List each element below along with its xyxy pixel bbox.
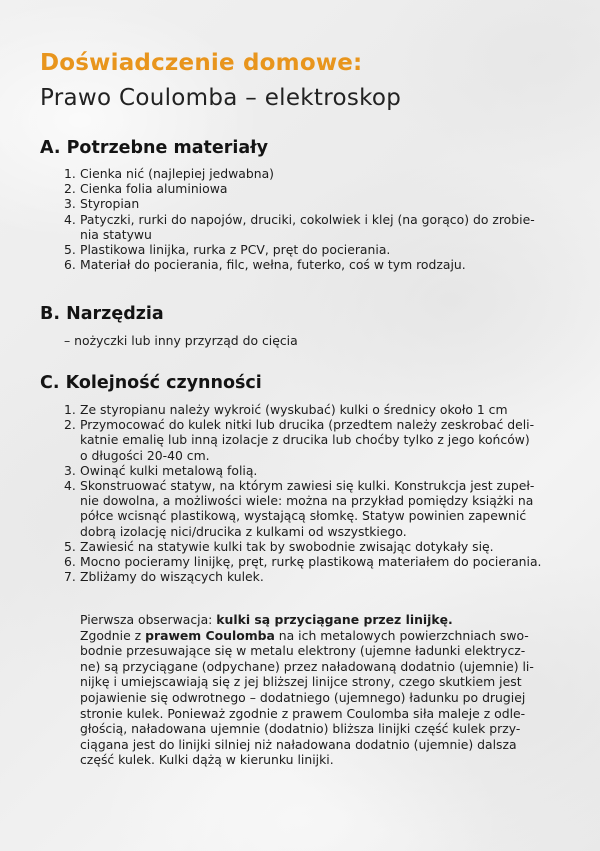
- coulomb-law-highlight: prawem Coulomba: [145, 627, 275, 643]
- list-item: 6. Mocno pocieramy linijkę, pręt, rurkę plastikową materiałem do pocierania.: [64, 554, 542, 570]
- list-item: 3. Styropian: [64, 196, 140, 212]
- list-item: 5. Plastikowa linijka, rurka z PCV, pręt do pocierania.: [64, 242, 391, 258]
- tools-item: – nożyczki lub inny przyrząd do cięcia: [64, 333, 298, 348]
- materials-list: [64, 166, 535, 272]
- list-item: 4. Skonstruować statyw, na którym zawiesi się kulki. Konstrukcja jest zupeł- nie dowolna, a możliwości wiele: można na przykład pomiędzy książki na półce wcisnąć plastikową, wystającą słomkę. Statyw powinien zapewnić dobrą izolację nici/drucika z kulkami od wszystkiego.: [64, 478, 535, 539]
- list-item: 5. Zawiesić na statywie kulki tak by swobodnie zwisając dotykały się.: [64, 538, 494, 554]
- list-item: 4. Patyczki, rurki do napojów, druciki, cokolwiek i klej (na gorąco) do zrobie- nia statywu: [64, 211, 535, 242]
- page-title: Doświadczenie domowe:: [40, 50, 363, 76]
- list-item: 6. Materiał do pocierania, filc, wełna, futerko, coś w tym rodzaju.: [64, 257, 466, 273]
- list-item: 2. Przymocować do kulek nitki lub drucika (przedtem należy zeskrobać deli- katnie emalię lub inną izolacje z drucika lub choćby tylko z jego końców) o długości 20-40 cm.: [64, 417, 535, 463]
- page-subtitle: Prawo Coulomba – elektroskop: [40, 85, 402, 111]
- observation-paragraph: Pierwsza obserwacja: kulki są przyciągane przez linijkę. Zgodnie z prawem Coulomba na ich metalowych powierzchniach swo- bodnie przesuwające się w metalu elektrony (ujemne ładunki elektrycz- ne) są przyciągane (odpychane) przez naładowaną dodatnio (ujemnie) li- nijkę i umiejscawiają się z jej bliższej linijce strony, czego skutkiem jest pojawienie się odwrotnego – dodatniego (ujemnego) ładunku po drugiej stronie kulek. Ponieważ zgodnie z prawem Coulomba siła maleje z odle- głością, naładowana ujemnie (dodatnio) bliższa linijki część kulek przy- ciągana jest do linijki silniej niż naładowana dodatnio (ujemnie) dalsza część kulek. Kulki dążą w kierunku linijki.: [80, 612, 534, 768]
- section-heading-tools: B. Narzędzia: [40, 304, 164, 324]
- list-item: 1. Ze styropianu należy wykroić (wyskubać) kulki o średnicy około 1 cm: [64, 402, 508, 417]
- observation-highlight: kulki są przyciągane przez linijkę.: [216, 612, 453, 627]
- list-item: 2. Cienka folia aluminiowa: [64, 181, 228, 197]
- list-item: 3. Owinąć kulki metalową folią.: [64, 462, 258, 478]
- list-item: 1. Cienka nić (najlepiej jedwabna): [64, 166, 275, 181]
- steps-list: [64, 402, 542, 584]
- list-item: 7. Zbliżamy do wiszących kulek.: [64, 569, 264, 585]
- section-heading-materials: A. Potrzebne materiały: [40, 138, 269, 158]
- section-heading-steps: C. Kolejność czynności: [40, 373, 262, 393]
